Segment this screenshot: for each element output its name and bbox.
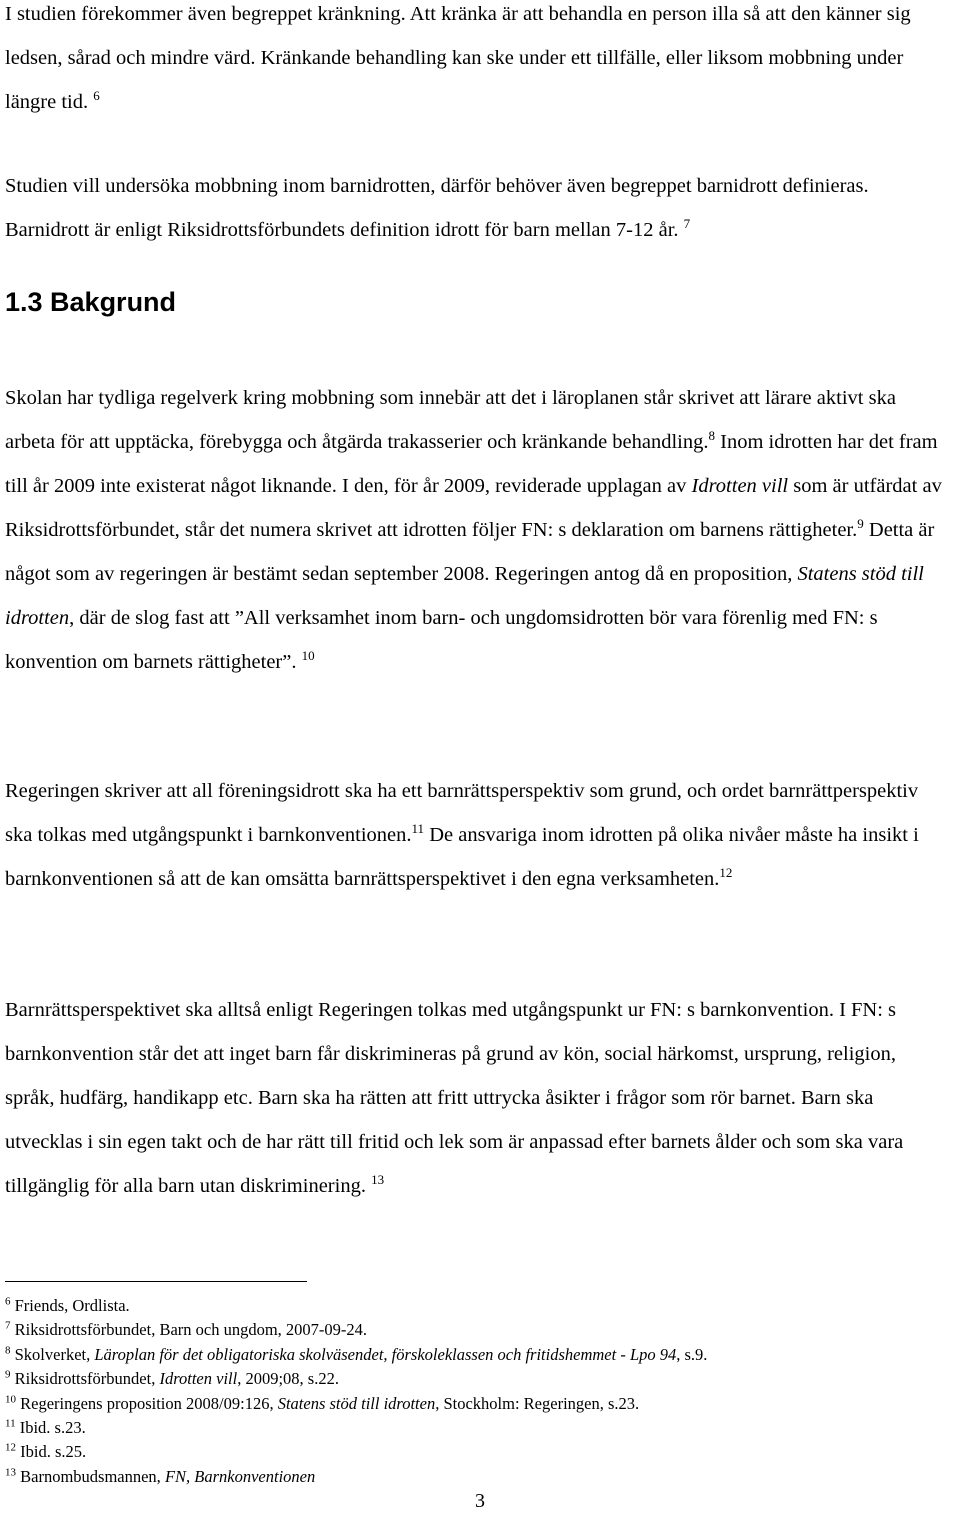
footnote-text: , Stockholm: Regeringen, s.23.: [435, 1393, 640, 1413]
paragraph-regeringen-barnrattsperspektiv: [5, 769, 950, 901]
footnote-7: [5, 1318, 950, 1342]
footnote-number: 10: [5, 1393, 16, 1406]
paragraph-text: De ansvariga inom idrotten på olika nivåer måste ha insikt i barnkonventionen så att de kan omsätta barnrättsperspektivet i den egna verksamheten.: [5, 824, 919, 890]
footnote-number: 6: [5, 1295, 11, 1308]
paragraph-krankning: [5, 0, 950, 124]
italic-title: Idrotten vill: [691, 475, 789, 497]
paragraph-text: , där de slog fast att ”All verksamhet inom barn- och ungdomsidrotten bör vara förenlig med FN: s konvention om barnets rättigheter”.: [5, 607, 878, 673]
footnote-text: Regeringens proposition 2008/09:126,: [20, 1393, 278, 1413]
footnote-text: Skolverket,: [14, 1344, 95, 1364]
paragraph-text: Skolan har tydliga regelverk kring mobbning som innebär att det i läroplanen står skrivet att lärare aktivt ska arbeta för att upptäcka, förebygga och åtgärda trakasserier och kränkande behandling.: [5, 387, 896, 453]
footnote-13: [5, 1465, 950, 1489]
footnote-number: 11: [5, 1417, 16, 1430]
footnote-text: Friends, Ordlista.: [14, 1296, 130, 1315]
footnote-text: Ibid. s.25.: [20, 1442, 87, 1462]
footnote-ref-9[interactable]: 9: [857, 516, 864, 532]
footnote-number: 9: [5, 1368, 11, 1381]
paragraph-text: Detta är något som av regeringen är bestämt sedan september 2008. Regeringen antog då en proposition,: [5, 519, 935, 585]
footnote-6: [5, 1294, 950, 1318]
paragraph-text: Studien vill undersöka mobbning inom barnidrotten, därför behöver även begreppet barnidrott definieras. Barnidrott är enligt Riksidrottsförbundets definition idrott för barn mellan 7-12 år.: [5, 175, 869, 241]
paragraph-text: Regeringen skriver att all föreningsidrott ska ha ett barnrättsperspektiv som grund, och ordet barnrättperspektiv ska tolkas med utgångspunkt i barnkonventionen.: [5, 780, 919, 846]
footnote-text: Riksidrottsförbundet,: [14, 1369, 160, 1389]
footnote-text: , s.9.: [676, 1344, 708, 1364]
footnote-ref-10[interactable]: 10: [301, 648, 315, 664]
footnote-12: [5, 1440, 950, 1464]
paragraph-text: som är utfärdat av Riksidrottsförbundet, står det numera skrivet att idrotten följer FN: s deklaration om barnens rättigheter.: [5, 475, 942, 541]
footnote-ref-11[interactable]: 11: [411, 821, 425, 837]
footnote-text: Riksidrottsförbundet, Barn och ungdom, 2007-09-24.: [14, 1320, 368, 1340]
paragraph-text: I studien förekommer även begreppet kränkning. Att kränka är att behandla en person illa så att den känner sig ledsen, sårad och mindre värd. Kränkande behandling kan ske under ett tillfälle, eller liksom mobbning under längre tid.: [5, 3, 911, 113]
page-number: 3: [475, 1490, 485, 1512]
footnote-ref-6[interactable]: 6: [93, 88, 100, 104]
footnote-number: 12: [5, 1441, 16, 1454]
footnote-ref-13[interactable]: 13: [371, 1172, 385, 1188]
footnote-number: 13: [5, 1466, 16, 1479]
footnote-11: [5, 1416, 950, 1440]
footnote-number: 7: [5, 1319, 11, 1332]
footnote-ref-8[interactable]: 8: [708, 428, 716, 444]
footnote-text: , 2009;08, s.22.: [237, 1369, 339, 1389]
footnote-10: [5, 1392, 950, 1416]
paragraph-barnidrott-definition: [5, 164, 950, 252]
paragraph-skolan-regelverk: [5, 376, 950, 684]
paragraph-text: Barnrättsperspektivet ska alltså enligt Regeringen tolkas med utgångspunkt ur FN: s barnkonvention. I FN: s barnkonvention står det att inget barn får diskrimineras på grund av kön, social härkomst, ursprung, religion, språk, hudfärg, handikapp etc. Barn ska ha rätten att fritt uttrycka åsikter i frågor som rör barnet. Barn ska utvecklas i sin egen takt och de har rätt till fritid och lek som är anpassad efter barnets ålder och som ska vara tillgänglig för alla barn utan diskriminering.: [5, 999, 904, 1197]
footnote-9: [5, 1367, 950, 1391]
footnote-separator: [5, 1281, 307, 1282]
footnote-8: [5, 1343, 950, 1367]
footnote-italic-title: Statens stöd till idrotten: [277, 1393, 436, 1413]
footnote-italic-title: FN, Barnkonventionen: [164, 1466, 316, 1486]
italic-title: Statens stöd till idrotten: [5, 563, 924, 629]
footnote-number: 8: [5, 1344, 11, 1357]
footnote-text: Ibid. s.23.: [19, 1418, 86, 1438]
footnote-list: [5, 1294, 950, 1489]
footnote-text: Barnombudsmannen,: [20, 1466, 165, 1486]
footnote-ref-7[interactable]: 7: [683, 216, 691, 232]
footnote-italic-title: Idrotten vill: [159, 1369, 238, 1389]
section-heading: 1.3 Bakgrund: [5, 287, 177, 317]
footnote-ref-12[interactable]: 12: [719, 865, 733, 881]
paragraph-text: Inom idrotten har det fram till år 2009 inte existerat något liknande. I den, för år 2009, reviderade upplagan av: [5, 431, 938, 497]
paragraph-barnkonventionen: [5, 988, 950, 1208]
footnote-italic-title: Läroplan för det obligatoriska skolväsendet, förskoleklassen och fritidshemmet - Lpo 94: [94, 1344, 677, 1364]
